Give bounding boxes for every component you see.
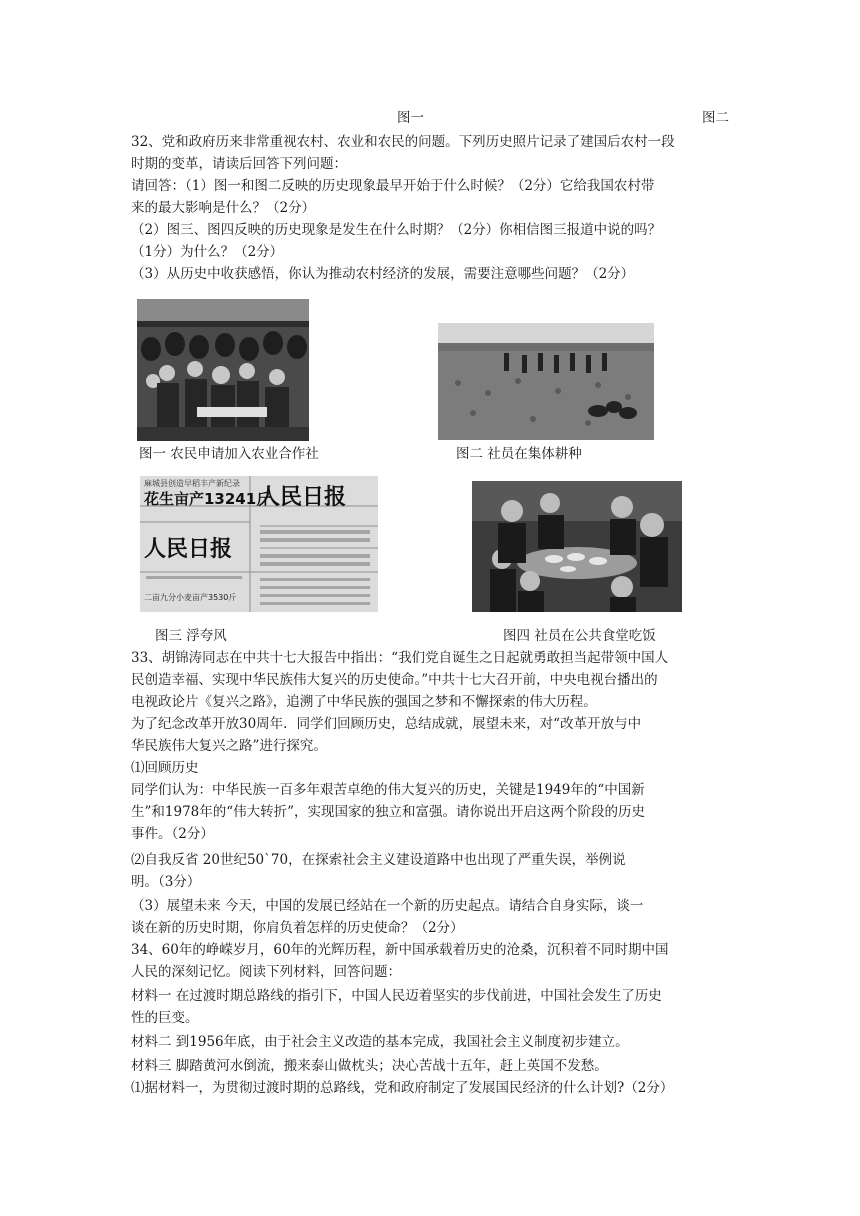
newspaper-headline-wheat: 二亩九分小麦亩产3530斤 <box>144 593 237 602</box>
figure-1-photo <box>137 299 309 441</box>
q32-line: 请回答：（1）图一和图二反映的历史现象最早开始于什么时候？（2分）它给我国农村带 <box>131 178 655 194</box>
header-label-fig2: 图二 <box>702 110 729 126</box>
q33-line: 明。（3分） <box>131 874 201 890</box>
q34-line: ⑴据材料一，为贯彻过渡时期的总路线，党和政府制定了发展国民经济的什么计划?（2分） <box>131 1080 674 1096</box>
q32-line: 32、党和政府历来非常重视农村、农业和农民的问题。下列历史照片记录了建国后农村一段 <box>131 134 675 150</box>
q34-line: 34、60年的峥嵘岁月，60年的光辉历程，新中国承载着历史的沧桑，沉积着不同时期中国 <box>131 942 669 958</box>
q33-line: 生”和1978年的“伟大转折”，实现国家的独立和富强。请你说出开启这两个阶段的历史 <box>131 804 646 820</box>
q34-line: 性的巨变。 <box>131 1010 199 1026</box>
figure-3-newspaper <box>140 476 378 612</box>
q33-line: 民创造幸福、实现中华民族伟大复兴的历史使命。”中共十七大召开前，中央电视台播出的 <box>131 672 658 688</box>
newspaper-small-heading: 麻城县创造早稻丰产新纪录 <box>144 479 240 488</box>
figure-4-photo <box>472 481 682 612</box>
q33-line: ⑴回顾历史 <box>131 760 199 776</box>
figure-1-caption: 图一 农民申请加入农业合作社 <box>139 446 319 462</box>
q33-line: 电视政论片《复兴之路》，追溯了中华民族的强国之梦和不懈探索的伟大历程。 <box>131 694 597 710</box>
q33-line: 谈在新的历史时期，你肩负着怎样的历史使命？（2分） <box>131 920 464 936</box>
newspaper-masthead-top: 人民日报 <box>258 484 347 510</box>
q33-line: 33、胡锦涛同志在中共十七大报告中指出：“我们党自诞生之日起就勇敢担当起带领中国人 <box>131 650 669 666</box>
q32-line: 来的最大影响是什么？（2分） <box>131 200 316 216</box>
q33-line: ⑵自我反省 20世纪50`70，在探索社会主义建设道路中也出现了严重失误，举例说 <box>131 852 626 868</box>
q34-line: 材料三 脚踏黄河水倒流，搬来泰山做枕头；决心苦战十五年，赶上英国不发愁。 <box>131 1058 608 1074</box>
figure-2-photo <box>438 323 654 440</box>
q34-line: 材料二 到1956年底，由于社会主义改造的基本完成，我国社会主义制度初步建立。 <box>131 1034 629 1050</box>
q32-line: （2）图三、图四反映的历史现象是发生在什么时期？（2分）你相信图三报道中说的吗？ <box>131 222 662 238</box>
q33-line: 事件。（2分） <box>131 826 214 842</box>
figure-3-caption: 图三 浮夸风 <box>155 628 227 644</box>
header-label-fig1: 图一 <box>397 110 424 126</box>
q33-line: 同学们认为：中华民族一百多年艰苦卓绝的伟大复兴的历史，关键是1949年的“中国新 <box>131 782 645 798</box>
q33-line: 华民族伟大复兴之路”进行探究。 <box>131 738 327 754</box>
newspaper-headline-peanut: 花生亩产13241斤 <box>144 490 272 508</box>
figure-2-caption: 图二 社员在集体耕种 <box>456 446 582 462</box>
q32-line: 时期的变革，请读后回答下列问题： <box>131 156 347 172</box>
q33-line: 为了纪念改革开放30周年．同学们回顾历史，总结成就，展望未来，对“改革开放与中 <box>131 716 642 732</box>
q32-line: （3）从历史中收获感悟，你认为推动农村经济的发展，需要注意哪些问题？（2分） <box>131 266 635 282</box>
q32-line: （1分）为什么？（2分） <box>131 244 284 260</box>
newspaper-masthead-bottom: 人民日报 <box>144 536 233 562</box>
figure-4-caption: 图四 社员在公共食堂吃饭 <box>503 628 656 644</box>
q34-line: 人民的深刻记忆。阅读下列材料，回答问题： <box>131 964 401 980</box>
q34-line: 材料一 在过渡时期总路线的指引下，中国人民迈着坚实的步伐前进，中国社会发生了历史 <box>131 988 662 1004</box>
q33-line: （3）展望未来 今天，中国的发展已经站在一个新的历史起点。请结合自身实际，谈一 <box>131 898 644 914</box>
